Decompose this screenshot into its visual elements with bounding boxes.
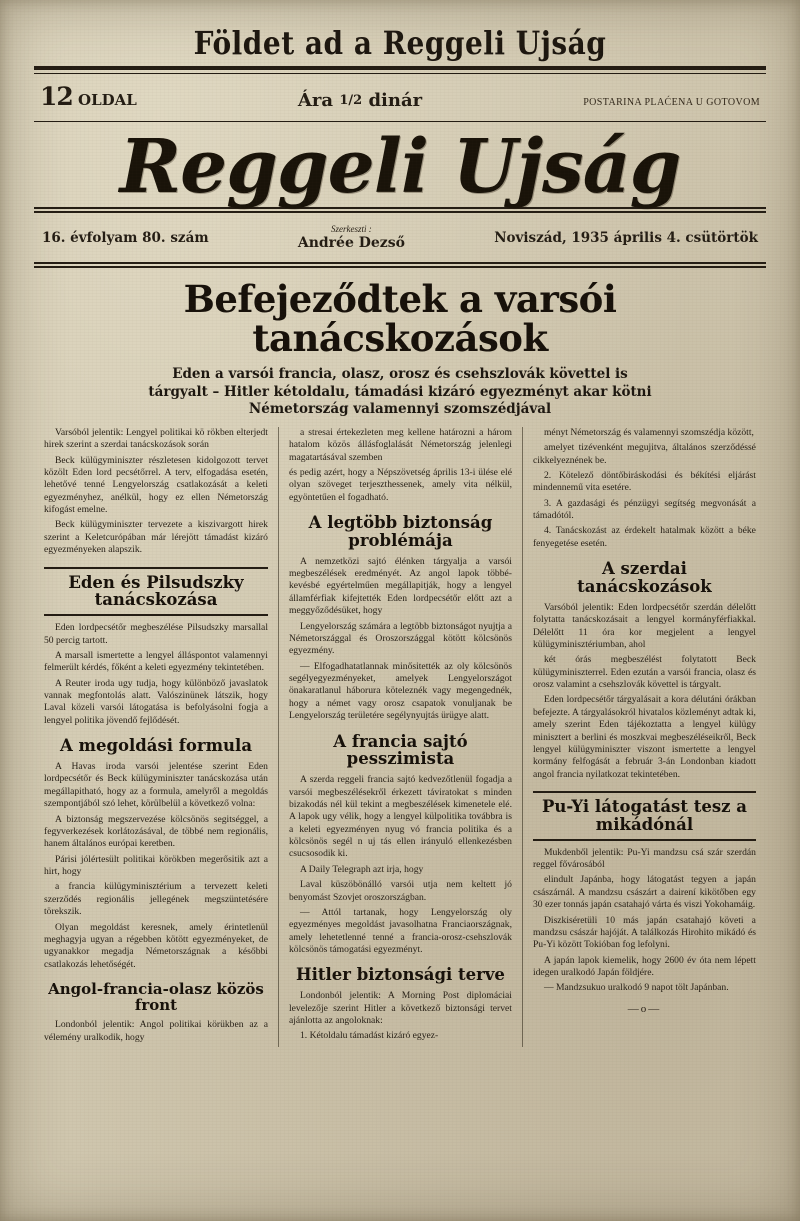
article-paragraph: Londonból jelentik: A Morning Post diplomáciai levelezője szerint Hitler a következő biztonsági tervet ajánlotta az angoloknak: (288, 990, 512, 1026)
article-paragraph: Beck külügyminiszter részletesen kidolgozott tervet közölt Eden lord pecsétőrrel. A terv, elfogadása esetén, lehetővé tenné Lengyelország csatlakozását a keleti egyezményhez, anélkül, hogy ez ellen Németország kifogást emelne. (44, 454, 268, 516)
article-paragraph: Lengyelország számára a legtöbb biztonságot nyujtja a Németországgal és Oroszországgal kötött kölcsönös egyezmény. (288, 620, 512, 657)
article-paragraph: — Elfogadhatatlannak minősitették az oly kölcsönös segélyegyezményeket, amelyek Lengyelországot önakaratlanul háborura köteleznék vagy megengednék, hogy a német vagy orosz csapatok vonuljanak be Lengyelország területére segélynyujtás ürügye alatt. (288, 660, 512, 722)
article-paragraph: Laval küszöbönálló varsói utja nem keltett jó benyomást Szovjet oroszországban. (288, 879, 512, 903)
article-paragraph: a stresai értekezleten meg kellene határozni a három hatalom közös állásfoglalását Németország jelenlegi magatartásával szemben (288, 426, 512, 463)
article-paragraph: Párisi jólértesült politikai körökben megerősitik azt a hirt, hogy (44, 853, 268, 877)
postage-note: POSTARINA PLAĆENA U GOTOVOM (583, 97, 760, 108)
rule-under-slogan (34, 66, 766, 74)
subhead-line-3: Németország valamennyi szomszédjával (248, 401, 552, 418)
article-paragraph: A Reuter iroda ugy tudja, hogy különböző javaslatok vannak megfontolás alatt. Valószinünek látszik, hogy Laval közeli varsói látogatása is befolyásolni fogja a lengyel politika jövendő fejlődését. (44, 677, 268, 726)
article-paragraph: Varsóból jelentik: Eden lordpecsétőr szerdán délelőtt folytatta tanácskozásait a lengyel kormányférfiakkal. Délelőtt 11 óra kor megjelent a lengyel külügyminisztériumban, ahol (532, 601, 756, 650)
section-subheading: Hitler biztonsági terve (296, 965, 505, 985)
section-subheading: A francia sajtó pesszimista (333, 731, 468, 769)
section-subheading: A megoldási formula (59, 736, 253, 756)
article-paragraph: amelyet tizévenként megujitva, általános szerződéssé cikkelyeznének be. (532, 442, 756, 466)
issue-line (34, 218, 766, 256)
article-column (34, 427, 278, 1047)
article-paragraph: és pedig azért, hogy a Népszövetség április 13-i ülése elé olyan szöveget terjeszthessenek, amely vita nélkül, egyöntetűen el fogadható. (288, 466, 512, 503)
headline-subtitle (40, 366, 760, 419)
page-count-label: OLDAL (78, 91, 137, 109)
article-paragraph: A marsall ismertette a lengyel álláspontot valamennyi felmerült kérdés, főként a keleti egyezmény tekintetében. (44, 649, 268, 674)
article-paragraph: Beck külügyminiszter tervezete a kiszivargott hirek szerint a Keletcurópában már lérejött támadást kizáró egyezményeken alapszik. (44, 519, 268, 556)
article-paragraph: A japán lapok kiemelik, hogy 2600 év óta nem lépett idegen uralkodó Japán földjére. (532, 954, 756, 979)
editor-label: Szerkeszti : (331, 224, 372, 235)
article-paragraph: A szerda reggeli francia sajtó kedvezőtlenül fogadja a varsói megbeszélésekről érkezett táviratokat s minden bizakodás nél kül tekint a megbeszélések kimenetele elé. A lapok ugy vélik, hogy a lengyel külpolitika továbbra is a keleti egyezményen nyug vó francia politika és a kölcsönös segél n uj tás ellen irányuló ellenkezésben csucsosodik ki. (288, 774, 512, 860)
article-paragraph: A biztonság megszervezése kölcsönös segitséggel, a fegyverkezések korlátozásával, de többé nem regionális, hanem általános európai keretben. (44, 813, 268, 850)
newspaper-title: Reggeli Ujság (119, 124, 681, 210)
section-subheading: A legtöbb biztonság problémája (308, 513, 493, 550)
article-paragraph: Eden lordpecsétőr megbeszélése Pilsudszky marsallal 50 percig tartott. (44, 622, 268, 646)
masthead-infobar (34, 74, 766, 121)
article-column (522, 427, 766, 1047)
article-paragraph: Olyan megoldást keresnek, amely érintetlenül meghagyja ugyan a régebben kötött egyezményeket, de ugyanakkor megadja Németországnak a későbbi csatlakozás lehetőségét. (44, 921, 268, 970)
price-fraction: 1/2 (339, 93, 363, 108)
article-paragraph: Londonból jelentik: Angol politikai körükben az a vélemény uralkodik, hogy (44, 1019, 268, 1043)
article-paragraph: elindult Japánba, hogy látogatást tegyen a japán császárnál. A mandzsu császárt a dairení kikötőben egy 30 ezer tonnás japán csatahajó várta és viszi Yokohamáig. (532, 874, 756, 911)
price-word: Ára (297, 90, 334, 111)
article-paragraph: 4. Tanácskozást az érdekelt hatalmak között a béke fenyegetése esetén. (532, 525, 756, 549)
page-count-number: 12 (40, 82, 73, 111)
headline-line-1: Befejeződtek a varsói (183, 276, 617, 321)
article-paragraph: 2. Kötelező döntőbiráskodási és békítési eljárást mindennemű vita esetére. (532, 469, 756, 494)
article-paragraph: 3. A gazdasági és pénzügyi segítség megvonását a támadótól. (532, 497, 756, 522)
editor-name: Andrée Dezső (297, 234, 405, 251)
section-subheading: Angol-francia-olasz közös front (48, 980, 264, 1015)
article-end-separator: —o— (627, 1002, 662, 1015)
price (298, 90, 422, 111)
boxed-subheading-text: Eden és Pilsudszky tanácskozása (68, 572, 244, 610)
rule-above-title (34, 121, 766, 122)
section-subheading: A szerdai tanácskozások (577, 559, 712, 596)
article-paragraph: — Attól tartanak, hogy Lengyelország oly egyezményes megoldást javasolhatna Franciaországnak, amely lehetetlenné tenné a francia-orosz-csehszlovák kölcsönös támogatási egyezményt. (288, 906, 512, 956)
boxed-subheading-text: Pu-Yi látogatást tesz a mikádónál (541, 797, 747, 834)
boxed-subheading (533, 791, 756, 841)
article-paragraph: A Havas iroda varsói jelentése szerint Eden lordpecsétőr és Beck külügyminiszter tanácskozása után megállapitható, hogy az a formula, amelyről a megoldás szempontjából szó lehet, körülbelül a következő volna: (44, 761, 268, 810)
article-column (278, 427, 522, 1047)
issue-number: 16. évfolyam 80. szám (42, 229, 209, 246)
subhead-line-1: Eden a varsói francia, olasz, orosz és csehszlovák követtel is (172, 366, 628, 383)
article-paragraph: két órás megbeszélést folytatott Beck külügyminiszterrel. Eden ezután a varsói francia, olasz és orosz valamint a csehszlovák követtel is tárgyalt. (532, 654, 756, 691)
editor-block (298, 224, 405, 250)
article-paragraph: Mukdenből jelentik: Pu-Yi mandzsu csá szár szerdán reggel fővárosából (532, 846, 756, 871)
article-paragraph: ményt Németország és valamennyi szomszédja között, (543, 426, 754, 438)
boxed-subheading (44, 567, 268, 617)
headline-line-2: tanácskozások (252, 315, 548, 360)
article-paragraph: Diszkiséretüli 10 más japán csatahajó követi a mandzsu császár hajóját. A találkozás Hirohito mikádó és Pu-Yi között Tokióban fog lefolyni. (532, 914, 756, 951)
page-title (34, 276, 766, 360)
article-paragraph: a francia külügyminisztérium a tervezett keleti szerződés regionális jellegének megszüntetésére törekszik. (44, 881, 268, 918)
article-paragraph: A Daily Telegraph azt irja, hogy (299, 863, 424, 875)
top-slogan: Földet ad a Reggeli Ujság (193, 24, 607, 62)
article-columns (34, 427, 766, 1047)
article-paragraph: 1. Kétoldalu támadást kizáró egyez- (299, 1030, 439, 1042)
subhead-line-2: tárgyalt – Hitler kétoldalu, támadási kizáró egyezményt akar kötni (148, 383, 652, 400)
rule-below-issue (34, 262, 766, 268)
article-paragraph: Eden lordpecsétőr tárgyalásait a kora délutáni órákban befejezte. A tárgyalásokról hivatalos közleményt adtak ki, amely szerint Eden tájékoztatta a lengyel külügy minisztert a berlini és moszkvai megbeszéléseikről, Beck lengyel külügyminiszter viszont ismertette a lengyel kormány felfogását a február 3-án Londonban kiadott angol francia nyilatkozat tekintetében. (532, 694, 756, 780)
price-unit: dinár (368, 90, 423, 111)
article-paragraph: Varsóból jelentik: Lengyel politikai kö rökben elterjedt hirek szerint a szerdai tanácskozások során (44, 426, 268, 451)
place-date: Noviszád, 1935 április 4. csütörtök (494, 229, 758, 246)
page-count (40, 82, 137, 111)
article-paragraph: — Mandzsukuo uralkodó 9 napot tölt Japánban. (543, 982, 729, 994)
article-paragraph: A nemzetközi sajtó élénken tárgyalja a varsói megbeszélések eredményét. Az angol lapok többé-kevésbé egyértelműen megállapitják, hogy a lengyel államférfiak kifejtették Eden lordpecsétőr előtt azt a meggyőződésüket, hogy (288, 555, 512, 617)
